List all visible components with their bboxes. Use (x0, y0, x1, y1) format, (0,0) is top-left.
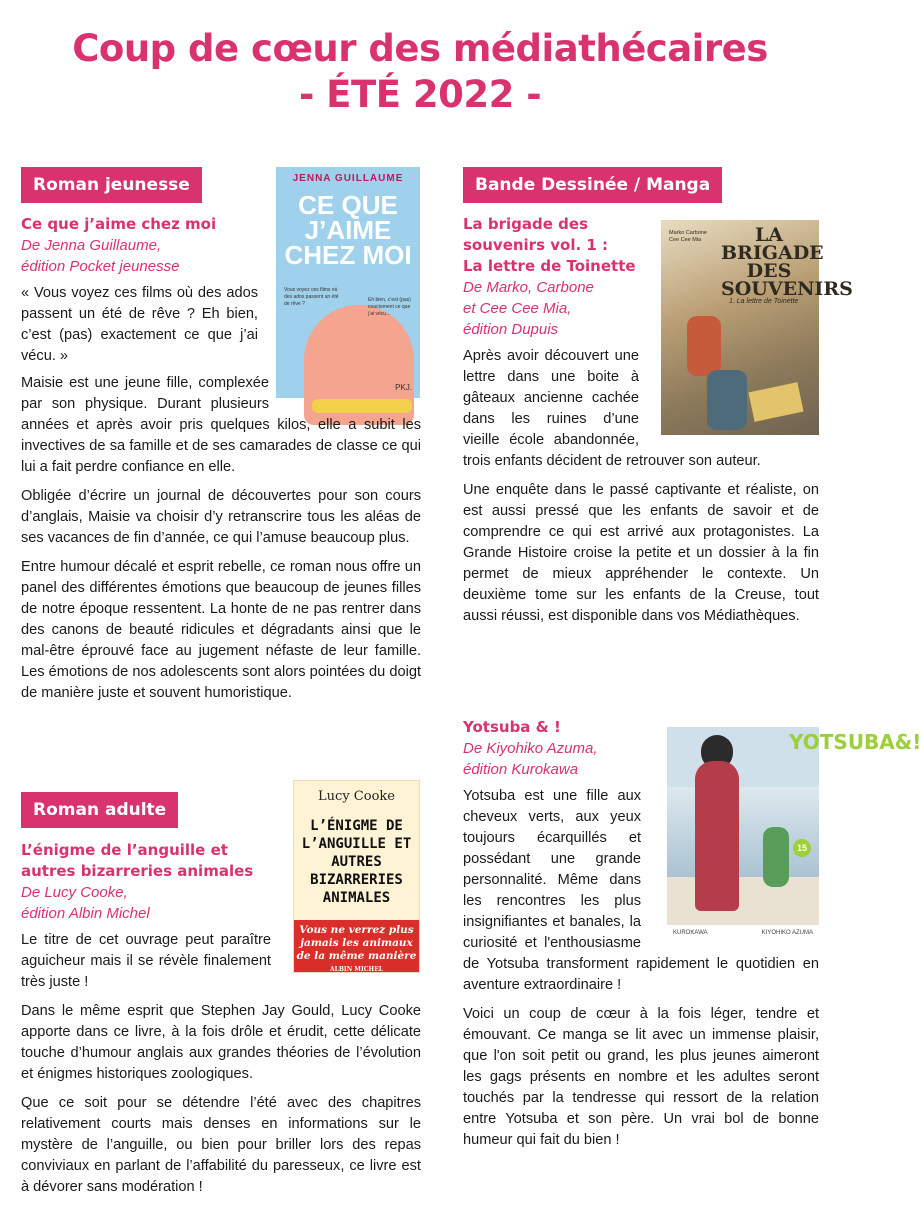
article-roman-adulte (21, 840, 421, 1206)
book-publisher: édition Pocket jeunesse (21, 258, 180, 275)
paragraph: Yotsuba est une fille aux cheveux verts, aux yeux toujours écarquillés et possédant une grande personnalité. Même dans les rencontres les plus insignifiantes et banales, la curiosité et l'enthousiasme de Yotsuba transforment rapidement le quotidien en aventure extraordinaire ! (463, 788, 819, 993)
cover-author: Lucy Cooke (318, 789, 395, 804)
book-publisher: édition Dupuis (463, 321, 559, 338)
paragraph: Après avoir découvert une lettre dans une boite à gâteaux ancienne cachée dans les ruines d’une vieille école abandonnée, trois enfants décident de retrouver son auteur. (463, 348, 761, 469)
cover-publisher: ALBIN MICHEL (329, 966, 383, 973)
cover-blurb: Vous voyez ces films où des ados passent un été de rêve ? (284, 287, 339, 307)
article-brigade-des-souvenirs (463, 214, 853, 635)
cover-publisher: KUROKAWA (673, 930, 708, 936)
cover-volume-badge: 15 (793, 839, 811, 857)
paragraph: Maisie est une jeune fille, complexée par son physique. Durant plusieurs années et après avoir pris quelques kilos, elle a subit les invectives de sa famille et de ses camarades de classe ce qui lui a fait perdre confiance en elle. (21, 375, 421, 475)
section-label-bande-dessinee-manga: Bande Dessinée / Manga (463, 167, 722, 203)
paragraph: Obligée d’écrire un journal de découvertes pour son cours d’anglais, Maisie va choisir d’y retranscrire tous les aléas de ses vacances de fin d’année, ce qui l’amuse beaucoup plus. (21, 488, 421, 546)
page-title-line1: Coup de cœur des médiathécaires (72, 27, 768, 70)
page-title-line2: - ÉTÉ 2022 - (298, 73, 542, 116)
paragraph: Voici un coup de cœur à la fois léger, tendre et émouvant. Ce manga se lit avec un immense plaisir, que l'on soit petit ou grand, les plus jeunes aimeront les gags présents en nombre et les adultes seront touchés par la tendresse qui ressort de la relation entre Yotsuba et son père. Un vrai bol de bonne humeur qui fait du bien ! (463, 1006, 819, 1148)
cover-subtitle: 1. La lettre de Toinette (729, 298, 799, 305)
paragraph: Que ce soit pour se détendre l’été avec des chapitres relativement courts mais denses en informations sur le mystère de l’anguille, ou bien pour briller lors des repas conviviaux en parlant de l’affabilité du paresseux, ce livre est à dévorer sans modération ! (21, 1095, 421, 1195)
section-label-roman-adulte: Roman adulte (21, 792, 178, 828)
cover-title: CE QUE J’AIME CHEZ MOI (284, 190, 412, 270)
book-title: La lettre de Toinette (463, 257, 636, 275)
paragraph: Dans le même esprit que Stephen Jay Gould, Lucy Cooke apporte dans ce livre, à la fois drôle et érudit, cette délicate touche d’humour anglais aux grandes théories de l’évolution et énigmes historiques zoologiques. (21, 1003, 421, 1082)
book-publisher: édition Albin Michel (21, 905, 150, 922)
book-author: De Lucy Cooke, (21, 884, 128, 901)
book-author: De Kiyohiko Azuma, (463, 740, 598, 757)
cover-publisher: PKJ. (395, 383, 412, 392)
book-title: Ce que j’aime chez moi (21, 215, 217, 233)
article-yotsuba (463, 717, 921, 1159)
cover-title: LA BRIGADE DES SOUVENIRS (721, 224, 853, 300)
paragraph: Le titre de cet ouvrage peut paraître aguicheur mais il se révèle finalement très juste ! (21, 932, 271, 990)
article-roman-jeunesse (21, 214, 421, 712)
paragraph: « Vous voyez ces films où des ados passent un été de rêve ? Eh bien, c’est (pas) exactement ce que j’ai vécu. » (21, 285, 258, 364)
section-label-roman-jeunesse: Roman jeunesse (21, 167, 202, 203)
cover-authors: Marko Carbone Cee Cee Mia (669, 230, 707, 243)
book-title: Yotsuba & ! (463, 718, 561, 736)
book-title: L’énigme de l’anguille et autres bizarreries animales (21, 841, 254, 880)
book-title: La brigade des (463, 215, 589, 233)
book-author: et Cee Cee Mia, (463, 300, 572, 317)
cover-title: YOTSUBA&! (789, 730, 921, 754)
book-author: De Jenna Guillaume, (21, 237, 162, 254)
cover-band-text: Vous ne verrez plus jamais les animaux de la même manière (296, 924, 417, 962)
paragraph: Une enquête dans le passé captivante et réaliste, on est aussi pressé que les enfants de savoir et de comprendre ce qui est arrivé aux protagonistes. La Grande Histoire croise la petite et un dossier à la fin permet de mieux appréhender le contexte. Un deuxième tome sur les enfants de la Creuse, tout aussi réussi, est disponible dans vos Médiathèques. (463, 482, 819, 624)
book-title: souvenirs vol. 1 : (463, 236, 609, 254)
book-author: De Marko, Carbone (463, 279, 594, 296)
book-publisher: édition Kurokawa (463, 761, 579, 778)
cover-blurb-2: Eh bien, c’est (pas) exactement ce que j’ai vécu... (368, 297, 411, 317)
page-title (0, 26, 840, 118)
cover-title: L’ÉNIGME DE L’ANGUILLE ET AUTRES BIZARRERIES ANIMALES (301, 818, 412, 906)
cover-author: JENNA GUILLAUME (292, 173, 404, 184)
cover-author: KIYOHIKO AZUMA (761, 930, 813, 936)
paragraph: Entre humour décalé et esprit rebelle, ce roman nous offre un panel des différentes émotions que beaucoup de jeunes filles de notre époque ressentent. La honte de ne pas rentrer dans des canons de beauté ridicules et dégradants ainsi que le mal-être éprouvé face au jugement néfaste de leur famille. Les émotions de nos adolescents sont alors pointées du doigt de manière juste et souvent humoristique. (21, 559, 421, 701)
